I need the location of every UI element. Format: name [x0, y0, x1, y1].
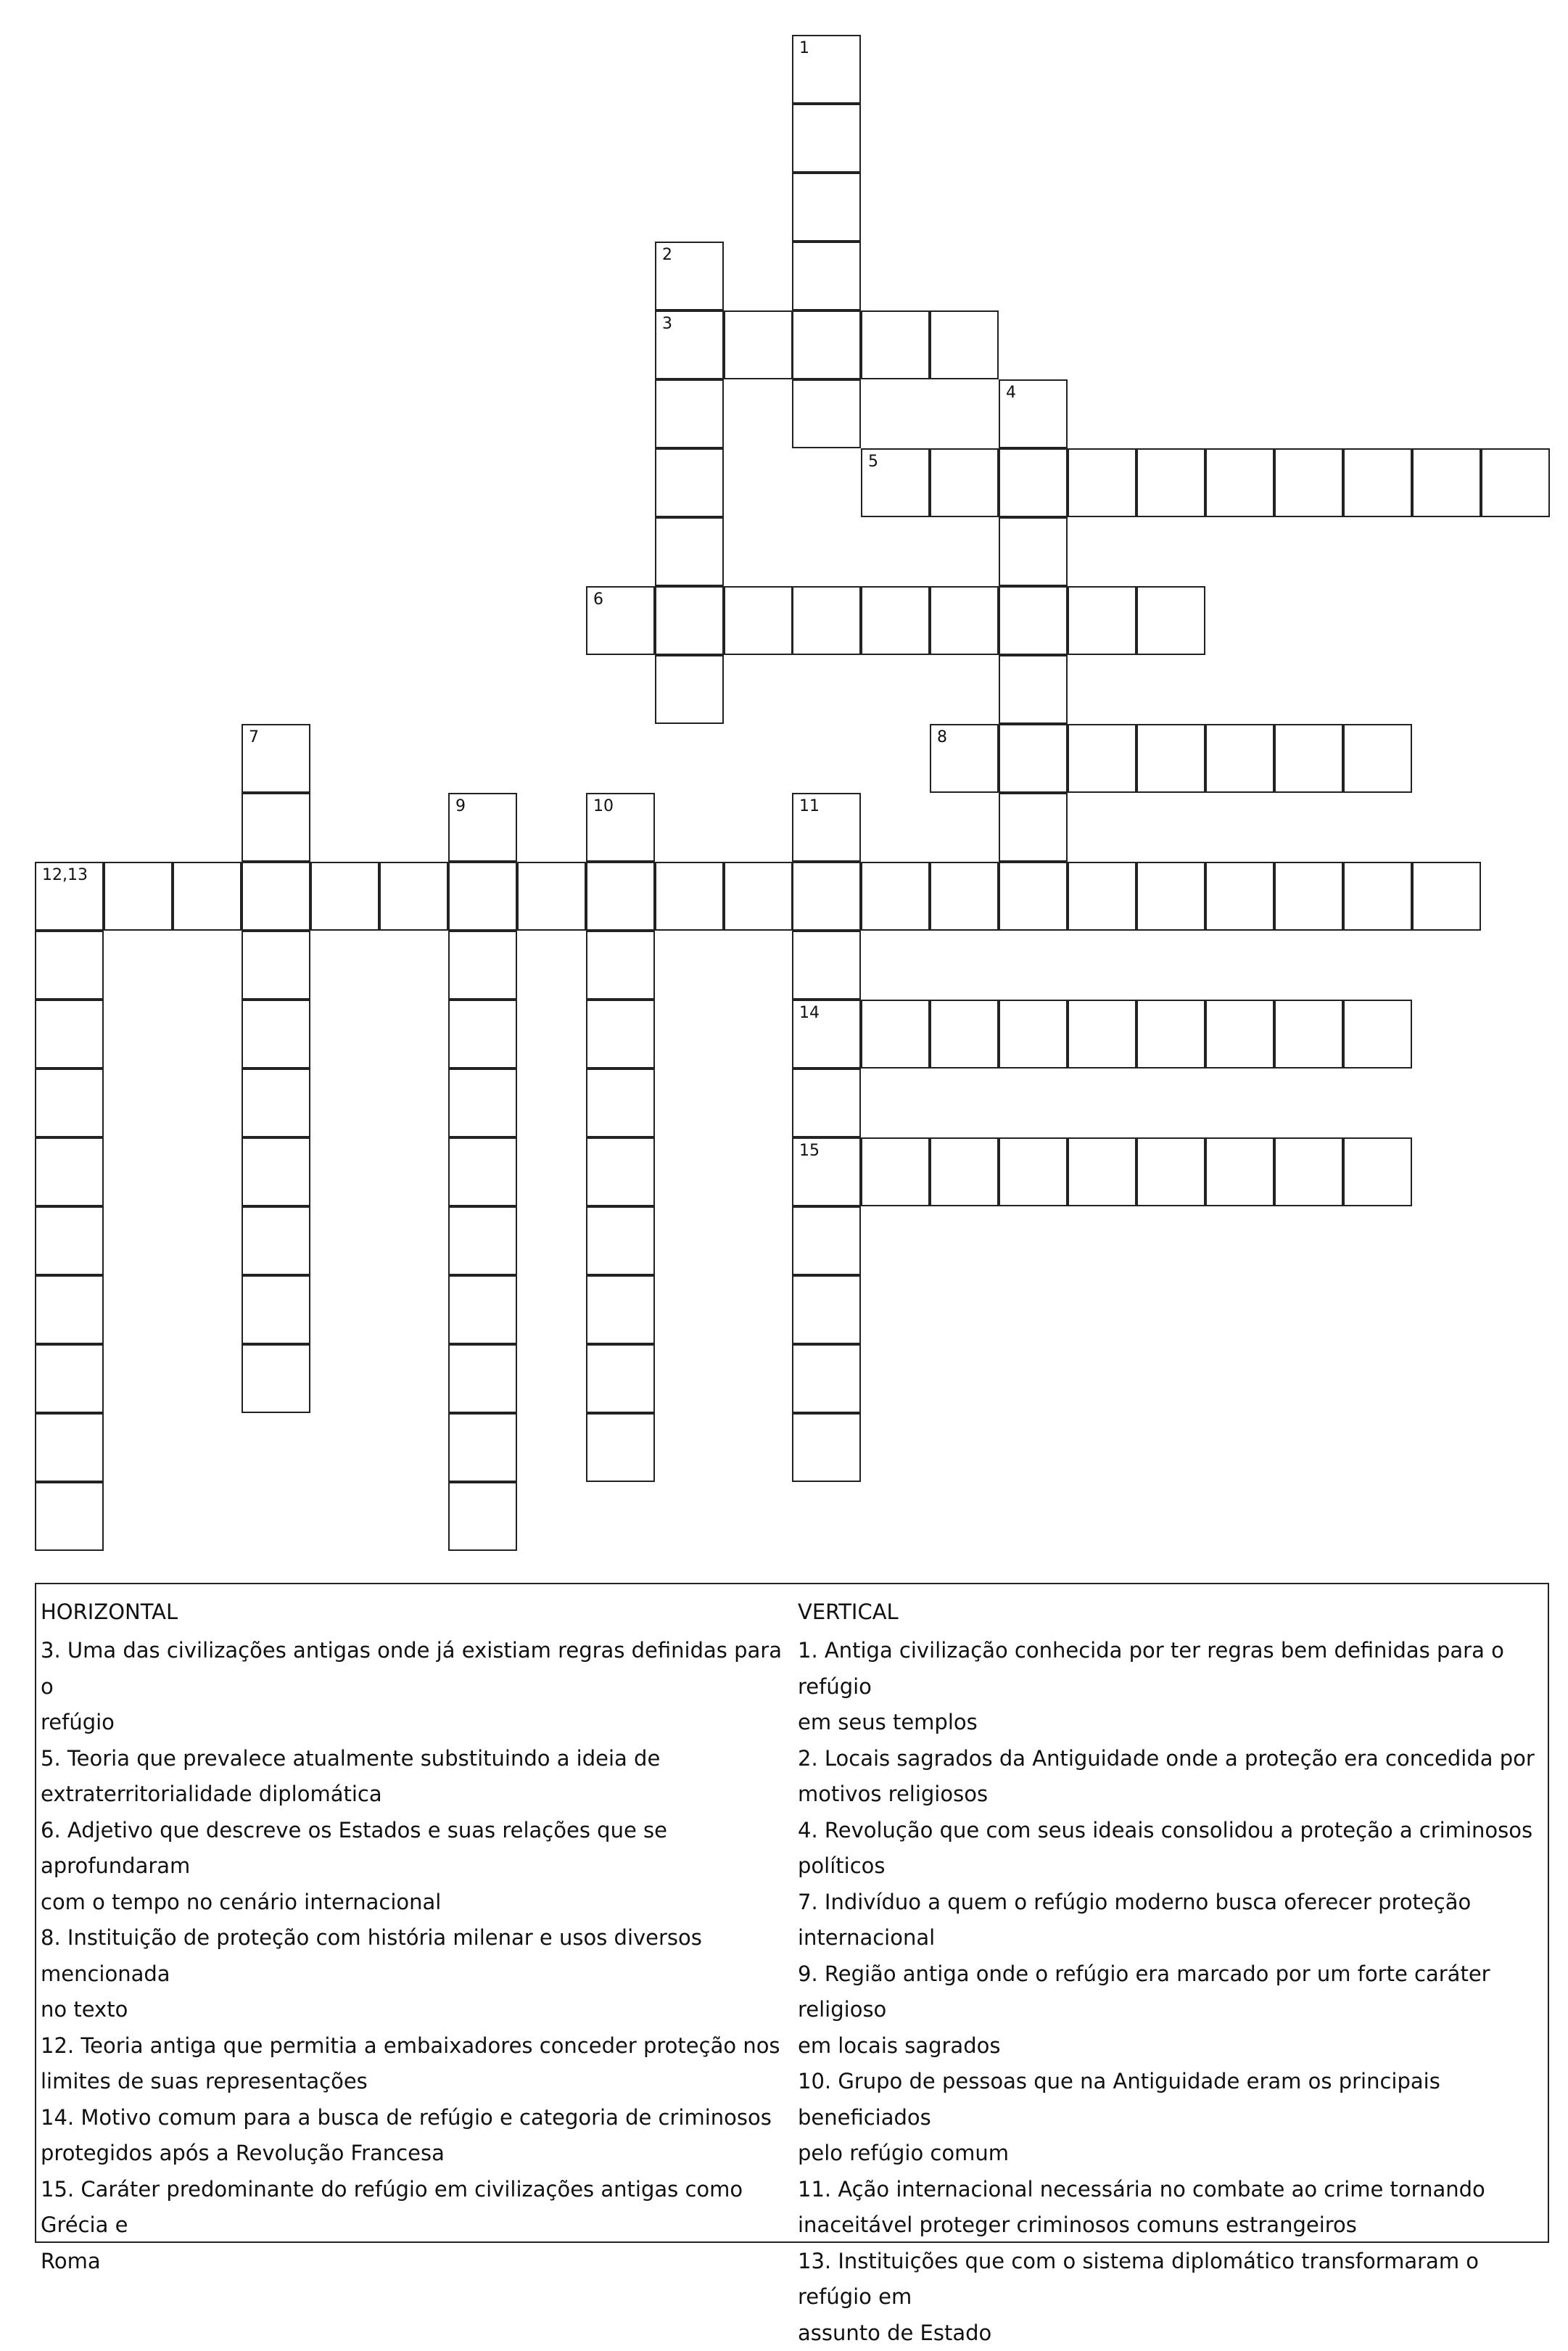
crossword-cell[interactable] [1068, 586, 1136, 655]
crossword-cell[interactable] [861, 586, 930, 655]
crossword-cell[interactable] [35, 1413, 104, 1482]
crossword-cell[interactable] [792, 1275, 861, 1344]
crossword-cell[interactable] [242, 1000, 310, 1069]
crossword-cell[interactable] [655, 655, 724, 724]
crossword-cell[interactable] [792, 793, 861, 862]
cell-number: 8 [937, 730, 947, 746]
clue-line: 10. Grupo de pessoas que na Antiguidade eram os principais beneficiados [798, 2064, 1545, 2136]
clue-line: em locais sagrados [798, 2028, 1545, 2064]
crossword-cell[interactable] [792, 586, 861, 655]
vertical-clues [798, 1594, 1545, 2351]
crossword-cell[interactable] [1343, 1000, 1412, 1069]
crossword-cell[interactable] [930, 448, 999, 517]
horizontal-clues [41, 1594, 791, 2279]
crossword-cell[interactable] [242, 793, 310, 862]
crossword-cell[interactable] [999, 379, 1068, 448]
crossword-cell[interactable] [1343, 448, 1412, 517]
clue-line: limites de suas representações [41, 2064, 791, 2100]
crossword-cell[interactable] [724, 862, 793, 931]
crossword-cell[interactable] [792, 310, 861, 379]
crossword-cell[interactable] [586, 1275, 655, 1344]
clue-line: Roma [41, 2244, 791, 2280]
crossword-cell[interactable] [35, 1482, 104, 1551]
cell-number: 2 [662, 247, 672, 263]
crossword-cell[interactable] [1068, 448, 1136, 517]
crossword-cell[interactable] [173, 862, 242, 931]
crossword-cell[interactable] [999, 655, 1068, 724]
crossword-cell[interactable] [448, 1275, 517, 1344]
crossword-cell[interactable] [448, 1206, 517, 1275]
crossword-cell[interactable] [999, 1137, 1068, 1206]
crossword-cell[interactable] [1343, 724, 1412, 793]
crossword-cell[interactable] [242, 1206, 310, 1275]
crossword-cell[interactable] [999, 862, 1068, 931]
crossword-cell[interactable] [586, 862, 655, 931]
clue-line: 2. Locais sagrados da Antiguidade onde a proteção era concedida por [798, 1741, 1545, 1777]
crossword-cell[interactable] [792, 1206, 861, 1275]
crossword-cell[interactable] [242, 1275, 310, 1344]
clue-line: políticos [798, 1848, 1545, 1885]
crossword-cell[interactable] [448, 1413, 517, 1482]
crossword-cell[interactable] [999, 586, 1068, 655]
crossword-cell[interactable] [930, 586, 999, 655]
cell-number: 10 [593, 799, 614, 815]
crossword-cell[interactable] [35, 1344, 104, 1413]
crossword-cell[interactable] [999, 1000, 1068, 1069]
clue-line: 15. Caráter predominante do refúgio em civilizações antigas como Grécia e [41, 2172, 791, 2244]
crossword-cell[interactable] [930, 1137, 999, 1206]
crossword-cell[interactable] [724, 586, 793, 655]
crossword-cell[interactable] [1412, 862, 1481, 931]
crossword-cell[interactable] [792, 379, 861, 448]
crossword-cell[interactable] [930, 1000, 999, 1069]
crossword-cell[interactable] [35, 1000, 104, 1069]
clue-line: 5. Teoria que prevalece atualmente substituindo a ideia de [41, 1741, 791, 1777]
crossword-cell[interactable] [655, 379, 724, 448]
crossword-cell[interactable] [930, 862, 999, 931]
cell-number: 1 [799, 41, 809, 57]
crossword-cell[interactable] [242, 931, 310, 1000]
vertical-heading: VERTICAL [798, 1594, 1545, 1630]
crossword-cell[interactable] [242, 1069, 310, 1137]
crossword-cell[interactable] [1205, 724, 1274, 793]
crossword-cell[interactable] [792, 1000, 861, 1069]
clue-line: com o tempo no cenário internacional [41, 1885, 791, 1921]
cell-number: 3 [662, 316, 672, 332]
cell-number: 4 [1006, 385, 1016, 401]
crossword-cell[interactable] [448, 1137, 517, 1206]
crossword-cell[interactable] [655, 862, 724, 931]
cell-number: 15 [799, 1143, 820, 1159]
crossword-cell[interactable] [724, 310, 793, 379]
clue-line: 1. Antiga civilização conhecida por ter regras bem definidas para o refúgio [798, 1633, 1545, 1705]
crossword-cell[interactable] [1136, 586, 1205, 655]
crossword-cell[interactable] [448, 1344, 517, 1413]
crossword-cell[interactable] [792, 173, 861, 242]
crossword-cell[interactable] [861, 310, 930, 379]
crossword-cell[interactable] [448, 1000, 517, 1069]
crossword-cell[interactable] [310, 862, 379, 931]
clue-line: protegidos após a Revolução Francesa [41, 2136, 791, 2172]
crossword-cell[interactable] [517, 862, 586, 931]
crossword-cell[interactable] [792, 1344, 861, 1413]
crossword-cell[interactable] [1412, 448, 1481, 517]
crossword-cell[interactable] [1068, 724, 1136, 793]
clue-line: 13. Instituições que com o sistema diplomático transformaram o refúgio em [798, 2244, 1545, 2315]
crossword-cell[interactable] [35, 1069, 104, 1137]
crossword-cell[interactable] [1136, 1137, 1205, 1206]
crossword-cell[interactable] [586, 1206, 655, 1275]
crossword-cell[interactable] [1205, 1000, 1274, 1069]
crossword-cell[interactable] [35, 931, 104, 1000]
clue-line: 11. Ação internacional necessária no combate ao crime tornando [798, 2172, 1545, 2208]
clue-line: motivos religiosos [798, 1776, 1545, 1813]
crossword-cell[interactable] [586, 931, 655, 1000]
crossword-cell[interactable] [792, 242, 861, 310]
clue-line: assunto de Estado [798, 2315, 1545, 2351]
crossword-cell[interactable] [586, 1000, 655, 1069]
cell-number: 12,13 [42, 868, 88, 884]
crossword-cell[interactable] [448, 862, 517, 931]
crossword-cell[interactable] [655, 517, 724, 586]
clue-line: no texto [41, 1992, 791, 2028]
crossword-cell[interactable] [861, 1000, 930, 1069]
crossword-cell[interactable] [792, 1413, 861, 1482]
clue-line: extraterritorialidade diplomática [41, 1776, 791, 1813]
crossword-cell[interactable] [1205, 862, 1274, 931]
cell-number: 9 [455, 799, 466, 815]
crossword-cell[interactable] [655, 586, 724, 655]
crossword-cell[interactable] [1205, 448, 1274, 517]
clue-line: 3. Uma das civilizações antigas onde já existiam regras definidas para o [41, 1633, 791, 1705]
crossword-cell[interactable] [586, 1413, 655, 1482]
crossword-cell[interactable] [1136, 724, 1205, 793]
crossword-cell[interactable] [792, 1069, 861, 1137]
crossword-cell[interactable] [861, 862, 930, 931]
clue-line: 7. Indivíduo a quem o refúgio moderno busca oferecer proteção [798, 1885, 1545, 1921]
crossword-cell[interactable] [1136, 448, 1205, 517]
crossword-cell[interactable] [1343, 862, 1412, 931]
crossword-cell[interactable] [655, 448, 724, 517]
crossword-cell[interactable] [792, 1137, 861, 1206]
clue-line: 9. Região antiga onde o refúgio era marcado por um forte caráter religioso [798, 1956, 1545, 2028]
crossword-cell[interactable] [586, 793, 655, 862]
crossword-cell[interactable] [1274, 1000, 1343, 1069]
crossword-cell[interactable] [792, 35, 861, 104]
crossword-cell[interactable] [35, 1137, 104, 1206]
crossword-cell[interactable] [930, 310, 999, 379]
crossword-cell[interactable] [379, 862, 448, 931]
crossword-cell[interactable] [242, 724, 310, 793]
clue-line: inaceitável proteger criminosos comuns estrangeiros [798, 2207, 1545, 2244]
crossword-cell[interactable] [448, 931, 517, 1000]
crossword-cell[interactable] [1274, 448, 1343, 517]
crossword-cell[interactable] [35, 1206, 104, 1275]
cell-number: 11 [799, 799, 820, 815]
crossword-cell[interactable] [448, 1069, 517, 1137]
clue-line: refúgio [41, 1705, 791, 1741]
crossword-cell[interactable] [1068, 862, 1136, 931]
crossword-cell[interactable] [586, 586, 655, 655]
crossword-cell[interactable] [242, 1137, 310, 1206]
crossword-cell[interactable] [242, 1344, 310, 1413]
horizontal-heading: HORIZONTAL [41, 1594, 791, 1630]
crossword-cell[interactable] [999, 517, 1068, 586]
clue-line: 8. Instituição de proteção com história milenar e usos diversos mencionada [41, 1920, 791, 1992]
crossword-cell[interactable] [1205, 1137, 1274, 1206]
clues-box [35, 1583, 1549, 2243]
crossword-cell[interactable] [792, 862, 861, 931]
cell-number: 14 [799, 1005, 820, 1021]
crossword-cell[interactable] [930, 724, 999, 793]
crossword-cell[interactable] [1343, 1137, 1412, 1206]
crossword-cell[interactable] [861, 448, 930, 517]
cell-number: 7 [249, 730, 259, 746]
crossword-cell[interactable] [586, 1137, 655, 1206]
clue-line: pelo refúgio comum [798, 2136, 1545, 2172]
crossword-cell[interactable] [1068, 1000, 1136, 1069]
crossword-cell[interactable] [861, 1137, 930, 1206]
crossword-cell[interactable] [586, 1344, 655, 1413]
crossword-cell[interactable] [1481, 448, 1550, 517]
crossword-cell[interactable] [586, 1069, 655, 1137]
crossword-cell[interactable] [655, 242, 724, 310]
clue-line: internacional [798, 1920, 1545, 1956]
crossword-cell[interactable] [655, 310, 724, 379]
clue-line: em seus templos [798, 1705, 1545, 1741]
crossword-cell[interactable] [1274, 862, 1343, 931]
crossword-cell[interactable] [1274, 1137, 1343, 1206]
clue-line: 6. Adjetivo que descreve os Estados e suas relações que se aprofundaram [41, 1813, 791, 1885]
crossword-cell[interactable] [35, 862, 104, 931]
crossword-cell[interactable] [35, 1275, 104, 1344]
crossword-cell[interactable] [999, 724, 1068, 793]
clue-line: 4. Revolução que com seus ideais consolidou a proteção a criminosos [798, 1813, 1545, 1849]
crossword-cell[interactable] [104, 862, 173, 931]
crossword-cell[interactable] [448, 793, 517, 862]
crossword-cell[interactable] [999, 448, 1068, 517]
crossword-cell[interactable] [792, 104, 861, 173]
crossword-cell[interactable] [1136, 1000, 1205, 1069]
cell-number: 6 [593, 592, 603, 608]
crossword-cell[interactable] [1274, 724, 1343, 793]
crossword-cell[interactable] [242, 862, 310, 931]
crossword-cell[interactable] [1136, 862, 1205, 931]
clue-line: 12. Teoria antiga que permitia a embaixadores conceder proteção nos [41, 2028, 791, 2064]
crossword-cell[interactable] [792, 931, 861, 1000]
crossword-cell[interactable] [448, 1482, 517, 1551]
clue-line: 14. Motivo comum para a busca de refúgio e categoria de criminosos [41, 2100, 791, 2136]
crossword-cell[interactable] [1068, 1137, 1136, 1206]
crossword-cell[interactable] [999, 793, 1068, 862]
cell-number: 5 [868, 454, 878, 470]
